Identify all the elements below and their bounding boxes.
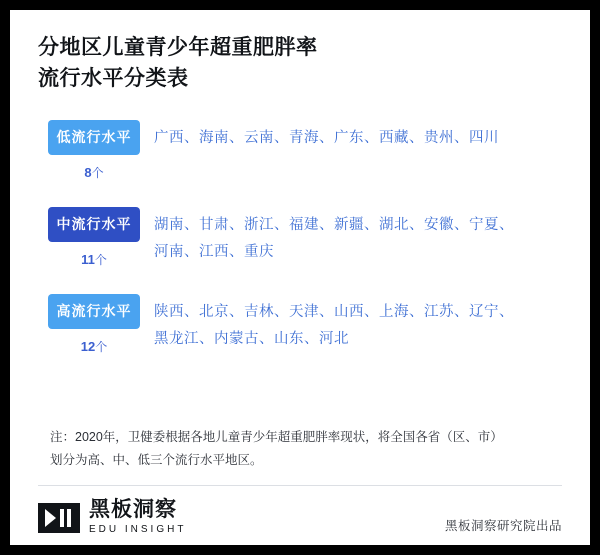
province-line: 广西、海南、云南、青海、广东、西藏、贵州、四川 [154, 130, 499, 146]
level-count-value-medium: 11 [81, 252, 95, 267]
brand-name-en: EDU INSIGHT [89, 524, 187, 535]
infographic-card [10, 10, 590, 545]
level-tag-medium: 中流行水平 [48, 207, 140, 242]
province-line: 黑龙江、内蒙古、山东、河北 [154, 331, 349, 347]
province-line: 湖南、甘肃、浙江、福建、新疆、湖北、安徽、宁夏、 [154, 217, 514, 233]
footnote [50, 426, 550, 472]
level-tag-high: 高流行水平 [48, 294, 140, 329]
level-count-low [38, 164, 150, 181]
footnote-line1: 注：2020年，卫健委根据各地儿童青少年超重肥胖率现状，将全国各省（区、市） [50, 430, 503, 444]
level-tag-group-medium [38, 207, 150, 268]
level-list [38, 120, 562, 381]
level-count-value-high: 12 [80, 339, 96, 354]
province-line: 河南、江西、重庆 [154, 244, 274, 260]
level-count-value-low: 8 [84, 165, 92, 180]
level-count-unit-low: 个 [91, 166, 104, 180]
brand-logo [38, 499, 186, 537]
play-arrow-icon [38, 503, 80, 533]
footer [38, 497, 562, 541]
province-line: 陕西、北京、吉林、天津、山西、上海、江苏、辽宁、 [154, 304, 514, 320]
page-title-line1: 分地区儿童青少年超重肥胖率 [38, 36, 318, 59]
level-tag-group-high [38, 294, 150, 355]
province-list-high [150, 294, 562, 353]
level-row-low [38, 120, 562, 181]
level-tag-low: 低流行水平 [48, 120, 140, 155]
province-list-medium [150, 207, 562, 266]
footnote-line2: 划分为高、中、低三个流行水平地区。 [50, 453, 263, 467]
level-count-unit-medium: 个 [94, 253, 107, 267]
level-tag-group-low [38, 120, 150, 181]
footer-divider [38, 485, 562, 486]
level-row-high [38, 294, 562, 355]
level-count-medium [38, 251, 150, 268]
level-count-unit-high: 个 [95, 340, 108, 354]
province-list-low [150, 120, 562, 152]
source-credit: 黑板洞察研究院出品 [444, 519, 562, 533]
page-title [38, 32, 558, 94]
page-title-line2: 流行水平分类表 [38, 67, 189, 90]
brand-logo-text [89, 499, 186, 537]
level-count-high [38, 338, 150, 355]
brand-name-cn: 黑板洞察 [89, 498, 177, 521]
level-row-medium [38, 207, 562, 268]
